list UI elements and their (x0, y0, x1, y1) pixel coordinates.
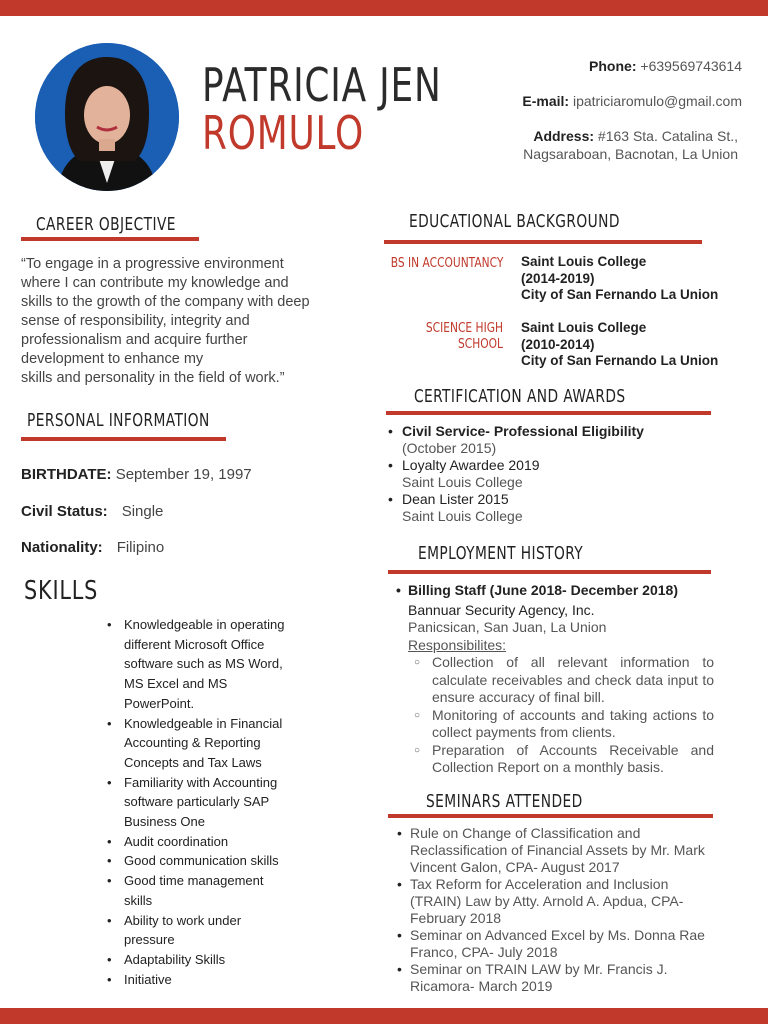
skill-line: skills (124, 892, 153, 908)
cert-title: • Dean Lister 2015 (402, 491, 509, 507)
education-title: EDUCATIONAL BACKGROUND (409, 211, 620, 232)
edu-highschool-label (426, 321, 503, 353)
certification-list (386, 423, 716, 525)
nationality-row (21, 539, 164, 556)
certification-rule (386, 411, 711, 415)
email-value: ipatriciaromulo@gmail.com (569, 93, 742, 109)
name-last: ROMULO (202, 106, 365, 160)
phone-label: Phone: (589, 58, 637, 74)
personal-info-title: PERSONAL INFORMATION (27, 410, 210, 431)
seminar-item: • Tax Reform for Acceleration and Inclusion (TRAIN) Law by Atty. Arnold A. Apdua, CPA- February 2018 (395, 876, 715, 927)
responsibility-item: ○ Collection of all relevant information to calculate receivables and check data input to ensure accuracy of final bill. (432, 654, 714, 707)
employment-rule (388, 570, 711, 574)
company-name: Bannuar Security Agency, Inc. (408, 601, 595, 618)
objective-line: professionalism and acquire further (21, 332, 248, 348)
profile-photo (35, 43, 179, 191)
cert-detail: (October 2015) (402, 440, 497, 456)
objective-line: “To engage in a progressive environment (21, 256, 284, 272)
company-location: Panicsican, San Juan, La Union (408, 619, 607, 635)
birthdate-label: BIRTHDATE: (21, 466, 112, 483)
contact-phone (589, 57, 742, 75)
skill-line: • Knowledgeable in Financial (124, 715, 283, 731)
edu-school: Saint Louis College (521, 320, 647, 335)
career-objective-rule (21, 237, 199, 241)
top-accent-bar (0, 0, 768, 16)
skill-line: • Adaptability Skills (124, 951, 226, 967)
contact-email (522, 92, 742, 110)
skill-item (106, 832, 306, 852)
birthdate-row (21, 466, 252, 483)
skill-line: • Knowledgeable in operating (124, 617, 285, 632)
objective-line: development to enhance my (21, 351, 204, 367)
skill-item (106, 615, 306, 714)
cert-item (386, 423, 716, 457)
education-rule (384, 240, 702, 244)
skill-line: • Familiarity with Accounting (124, 774, 278, 790)
edu-location: City of San Fernando La Union (521, 353, 719, 368)
edu-degree-label (390, 256, 503, 272)
edu-entry-college (521, 254, 718, 304)
profile-photo-icon (35, 43, 179, 191)
edu-school: Saint Louis College (521, 254, 647, 269)
skill-line: pressure (124, 932, 175, 948)
nationality-value: Filipino (116, 539, 165, 556)
skill-line: PowerPoint. (124, 695, 195, 711)
responsibilities-label: Responsibilites: (408, 636, 507, 653)
skill-line: • Initiative (124, 971, 172, 987)
address-label: Address: (533, 128, 595, 144)
civil-status-label: Civil Status: (21, 503, 108, 520)
career-objective-title: CAREER OBJECTIVE (36, 214, 176, 235)
skill-item (106, 950, 306, 970)
edu-label-line: SCHOOL (458, 337, 503, 352)
skill-item (106, 851, 306, 871)
employment-section (392, 582, 714, 777)
cert-title: • Civil Service- Professional Eligibility (402, 423, 644, 439)
skill-line: different Microsoft Office (124, 636, 265, 652)
certification-title: CERTIFICATION AND AWARDS (414, 386, 626, 407)
name-first: PATRICIA JEN (202, 58, 442, 112)
civil-status-value: Single (121, 503, 164, 520)
cert-item (386, 491, 716, 525)
seminar-item: • Seminar on Advanced Excel by Ms. Donna Rae Franco, CPA- July 2018 (395, 927, 715, 961)
skill-item (106, 970, 306, 990)
responsibility-item: ○ Preparation of Accounts Receivable and Collection Report on a monthly basis. (432, 742, 714, 777)
edu-label-line: BS IN ACCOUNTANCY (390, 256, 503, 271)
seminars-title: SEMINARS ATTENDED (426, 791, 583, 812)
responsibility-item: ○ Monitoring of accounts and taking actions to collect payments from clients. (432, 707, 714, 742)
employment-title: EMPLOYMENT HISTORY (418, 543, 584, 564)
edu-location: City of San Fernando La Union (521, 287, 719, 302)
skill-item (106, 773, 306, 832)
seminar-item: • Rule on Change of Classification and Reclassification of Financial Assets by Mr. Mark Vincent Galon, CPA- August 2017 (395, 825, 715, 876)
cert-item (386, 457, 716, 491)
cert-detail: Saint Louis College (402, 474, 523, 490)
skill-line: Business One (124, 814, 205, 830)
objective-line: sense of responsibility, integrity and (21, 313, 250, 329)
skill-line: • Audit coordination (124, 833, 229, 849)
job-title: • Billing Staff (June 2018- December 2018) (392, 582, 714, 600)
edu-years: (2014-2019) (521, 270, 595, 286)
address-line2: Nagsaraboan, Bacnotan, La Union (523, 146, 738, 162)
edu-years: (2010-2014) (521, 336, 595, 352)
skill-line: Accounting & Reporting (124, 735, 261, 751)
birthdate-value: September 19, 1997 (111, 466, 252, 483)
seminars-list (395, 825, 715, 995)
skills-list (106, 615, 306, 989)
civil-status-row (21, 503, 163, 520)
contact-address (523, 127, 738, 163)
skill-item (106, 911, 306, 950)
skills-title: SKILLS (24, 576, 99, 606)
skill-item (106, 871, 306, 910)
nationality-label: Nationality: (21, 539, 103, 556)
objective-line: where I can contribute my knowledge and (21, 275, 289, 291)
skill-line: • Ability to work under (124, 912, 242, 928)
skill-line: software particularly SAP (124, 794, 270, 810)
edu-label-line: SCIENCE HIGH (425, 321, 503, 336)
objective-line: skills and personality in the field of work.” (21, 370, 285, 386)
skill-line: MS Excel and MS (124, 676, 228, 692)
personal-info-rule (21, 437, 226, 441)
seminar-item: • Seminar on TRAIN LAW by Mr. Francis J. Ricamora- March 2019 (395, 961, 715, 995)
objective-line: skills to the growth of the company with deep (21, 294, 310, 310)
skill-line: • Good communication skills (124, 853, 279, 869)
skill-line: software such as MS Word, (124, 656, 283, 672)
responsibilities-list (392, 654, 714, 777)
seminars-rule (388, 814, 713, 818)
cert-detail: Saint Louis College (402, 508, 523, 524)
career-objective-text (21, 255, 351, 388)
skill-item (106, 714, 306, 773)
email-label: E-mail: (522, 93, 570, 109)
phone-value: +639569743614 (636, 58, 742, 74)
edu-entry-highschool (521, 320, 718, 370)
cert-title: • Loyalty Awardee 2019 (402, 457, 540, 473)
bottom-accent-bar (0, 1008, 768, 1024)
skill-line: • Good time management (124, 873, 264, 889)
skill-line: Concepts and Tax Laws (124, 754, 262, 770)
address-line1: #163 Sta. Catalina St., (594, 128, 738, 144)
